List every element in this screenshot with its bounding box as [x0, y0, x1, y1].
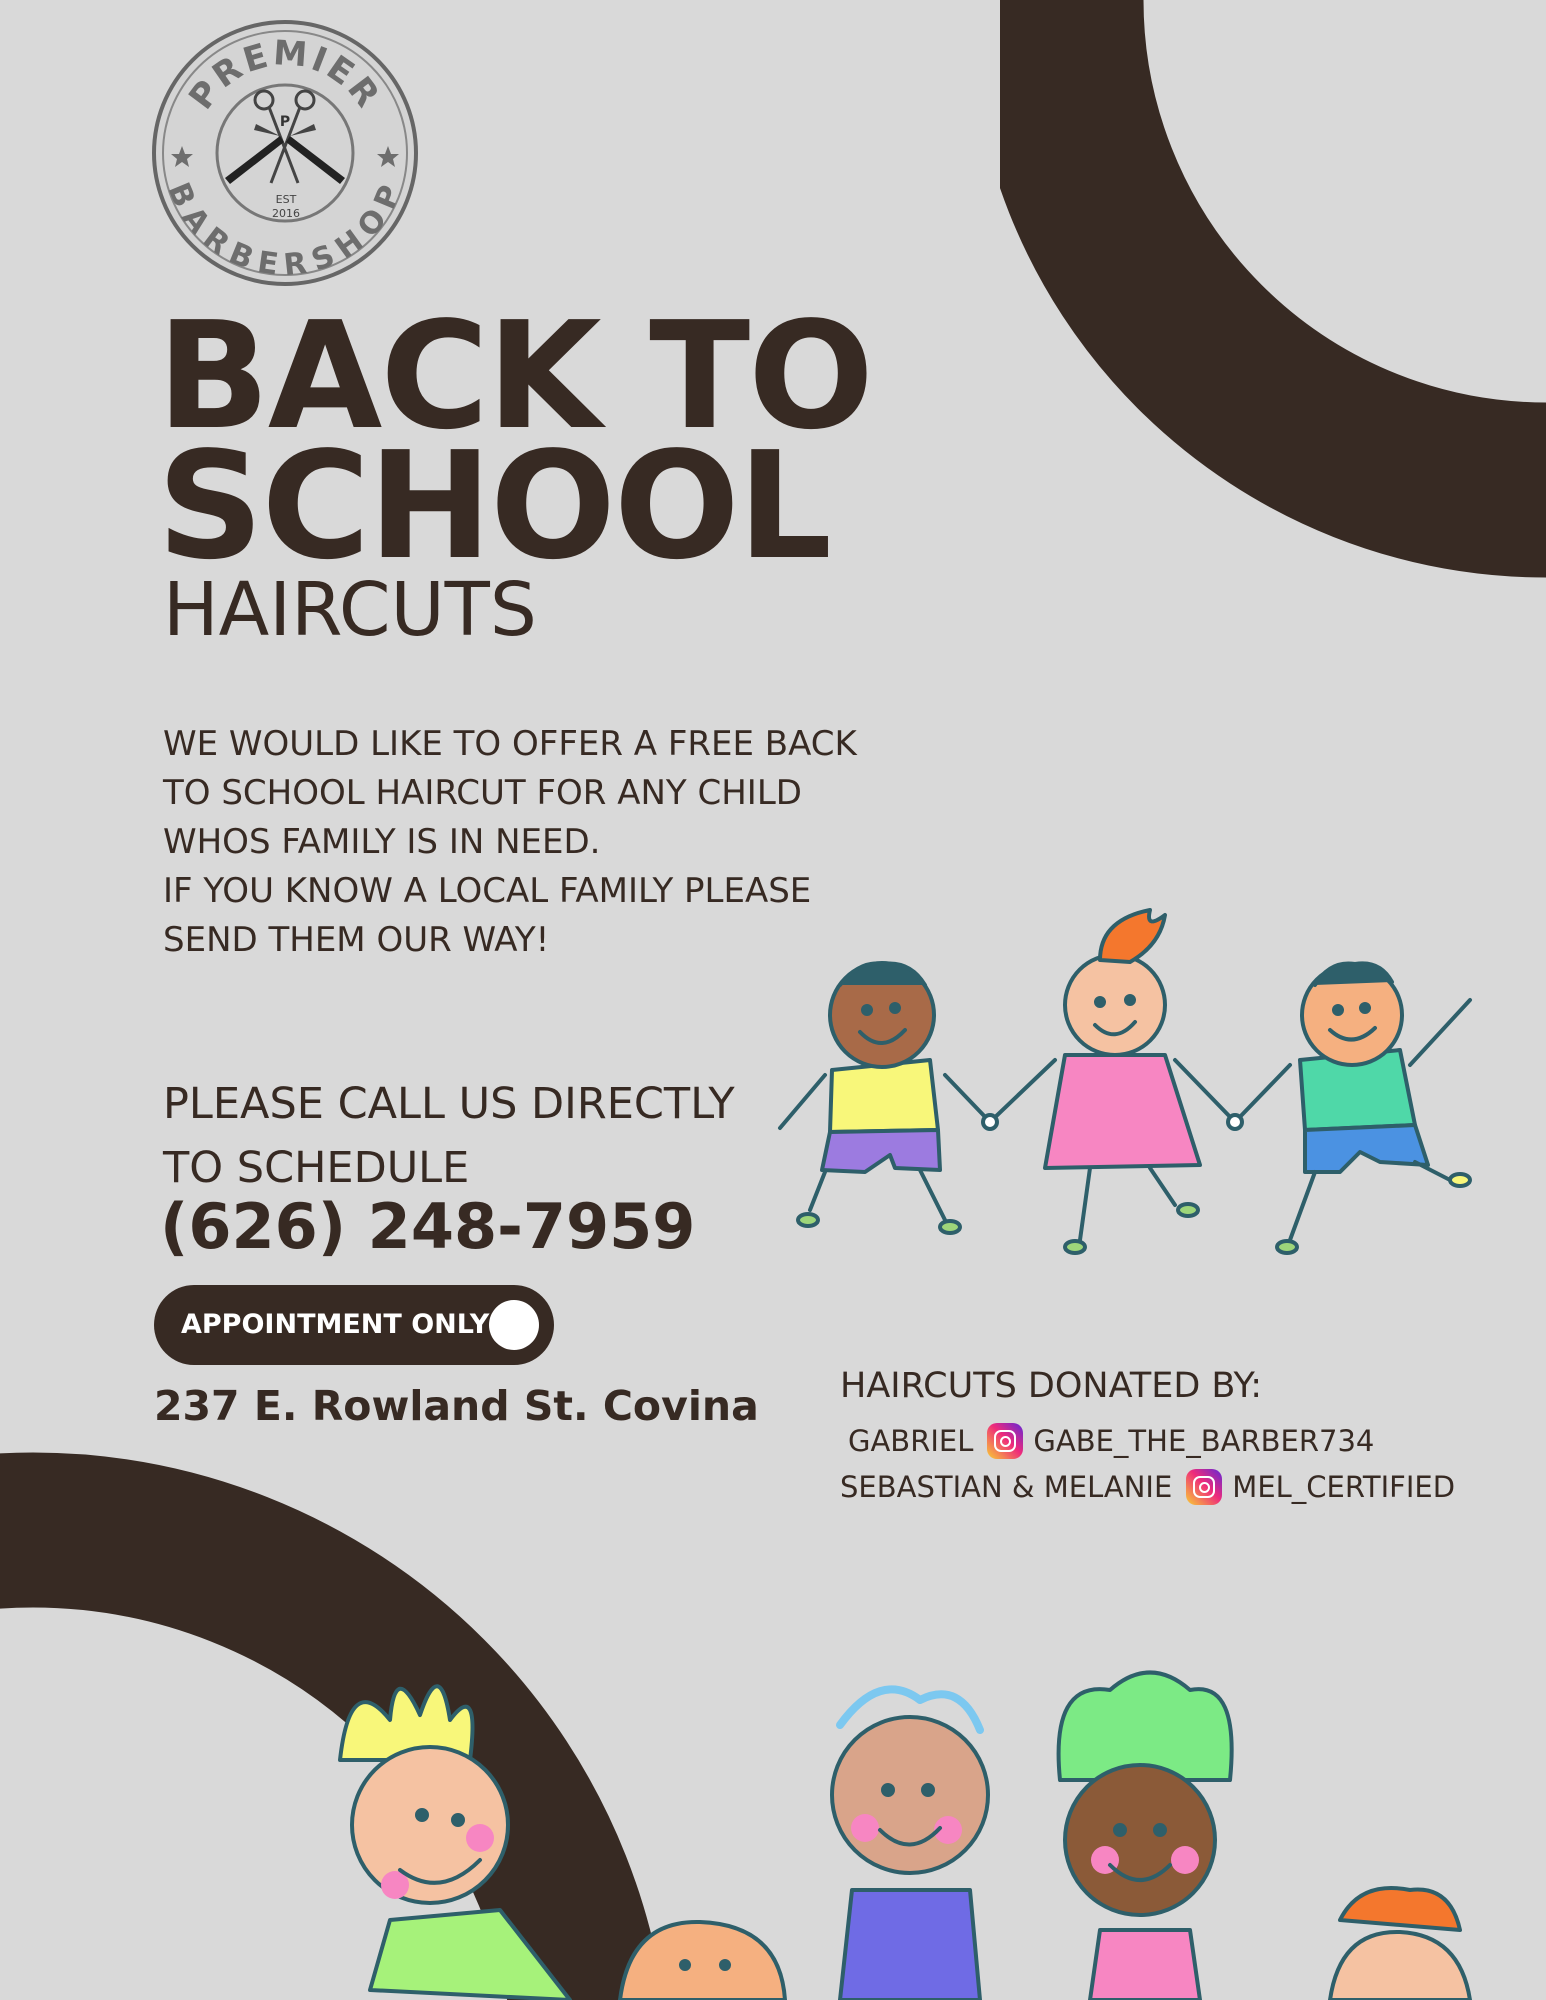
offer-line: WHOS FAMILY IS IN NEED.: [163, 822, 601, 862]
instagram-handle[interactable]: MEL_CERTIFIED: [1232, 1470, 1456, 1504]
offer-line: IF YOU KNOW A LOCAL FAMILY PLEASE: [163, 871, 812, 911]
call-to-schedule: [163, 1072, 735, 1200]
offer-line: TO SCHOOL HAIRCUT FOR ANY CHILD: [163, 773, 802, 813]
donor-row: [840, 1467, 1455, 1507]
kid-a-figure: [340, 1686, 570, 2000]
offer-line: WE WOULD LIKE TO OFFER A FREE BACK: [163, 724, 857, 764]
kid-3-figure: [1277, 963, 1470, 1253]
headline-line-1: BACK TO: [157, 290, 872, 462]
logo-est-label: EST: [275, 193, 297, 206]
kid-b-figure: [620, 1922, 785, 2000]
appointment-label: APPOINTMENT ONLY: [181, 1309, 490, 1340]
headline-line-2: SCHOOL: [157, 420, 831, 592]
appointment-only-badge: [154, 1285, 554, 1365]
headline-subtitle: HAIRCUTS: [163, 567, 537, 653]
call-line: TO SCHEDULE: [163, 1143, 470, 1193]
kids-holding-hands-illustration: [770, 890, 1490, 1270]
address: 237 E. Rowland St. Covina: [154, 1382, 759, 1430]
kid-d-figure: [1059, 1673, 1232, 2000]
premier-barbershop-logo: [150, 18, 420, 288]
kid-c-figure: [832, 1689, 988, 2000]
donor-name: GABRIEL: [848, 1424, 974, 1458]
logo-name-bottom: BARBERSHOP: [160, 177, 410, 284]
decorative-arc-top-right: [1000, 0, 1546, 600]
kid-2-figure: [1045, 910, 1200, 1253]
call-line: PLEASE CALL US DIRECTLY: [163, 1079, 735, 1129]
kid-1-figure: [798, 963, 960, 1233]
phone-number[interactable]: (626) 248-7959: [160, 1190, 696, 1263]
offer-line: SEND THEM OUR WAY!: [163, 920, 550, 960]
instagram-handle[interactable]: GABE_THE_BARBER734: [1033, 1424, 1375, 1458]
kid-e-figure: [1330, 1888, 1470, 2000]
toggle-knob-icon: [489, 1300, 539, 1350]
instagram-icon: [987, 1423, 1023, 1459]
logo-monogram: P: [279, 114, 291, 130]
donor-name: SEBASTIAN & MELANIE: [840, 1470, 1173, 1504]
logo-est-year: 2016: [272, 207, 300, 220]
donors-title: HAIRCUTS DONATED BY:: [840, 1366, 1263, 1406]
logo-name-top: PREMIER: [181, 33, 389, 117]
instagram-icon: [1186, 1469, 1222, 1505]
donor-row: [840, 1421, 1374, 1461]
kids-bottom-illustration: [280, 1660, 1546, 2000]
